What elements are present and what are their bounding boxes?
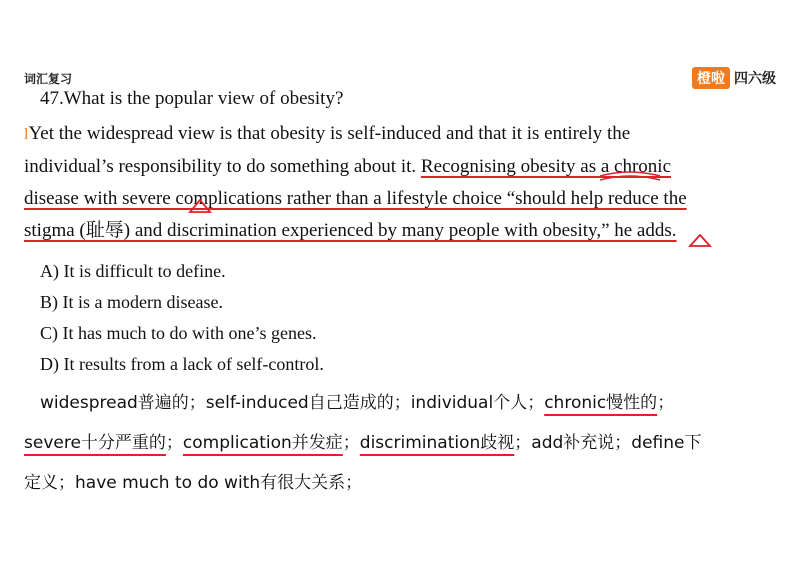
passage-line-1: lYet the widespread view is that obesity is self-induced and that it is entirely the [24, 123, 631, 144]
passage-line-3: disease with severe complications rather than a lifestyle choice “should help reduce the [24, 188, 687, 209]
brand-logo: 橙啦 [692, 67, 730, 89]
passage-line-4: stigma (耻辱) and discrimination experienced by many people with obesity,” he adds. [24, 220, 677, 241]
option-a: A) It is difficult to define. [40, 261, 226, 281]
brand [692, 67, 776, 89]
option-c: C) It has much to do with one’s genes. [40, 323, 317, 343]
vocab-discrimination: discrimination歧视 [359, 433, 515, 453]
vocab-chronic: chronic慢性的 [544, 393, 658, 413]
vocab-severe: severe十分严重的 [24, 433, 166, 453]
question-title: 47.What is the popular view of obesity? [40, 88, 344, 109]
section-title: 词汇复习 [24, 72, 73, 86]
brand-text: 四六级 [734, 71, 776, 87]
underlined-text: Recognising obesity as a chronic [420, 156, 671, 177]
option-b: B) It is a modern disease. [40, 292, 223, 312]
option-d: D) It results from a lack of self-control. [40, 354, 324, 374]
paragraph-marker: l [24, 126, 29, 143]
vocab-row-2: severe十分严重的；complication并发症；discrimination歧视；add补充说；define下 [24, 433, 702, 453]
passage [24, 118, 780, 247]
vocab-row-1: widespread普遍的；self-induced自己造成的；individual个人；chronic慢性的； [40, 393, 675, 413]
vocab-complication: complication并发症 [182, 433, 343, 453]
vocab-row-3: 定义；have much to do with有很大关系； [24, 473, 363, 493]
answer-options [40, 256, 324, 380]
passage-line-2: individual’s responsibility to do something about it. Recognising obesity as a chronic [24, 156, 671, 177]
vocabulary-notes [24, 383, 784, 503]
